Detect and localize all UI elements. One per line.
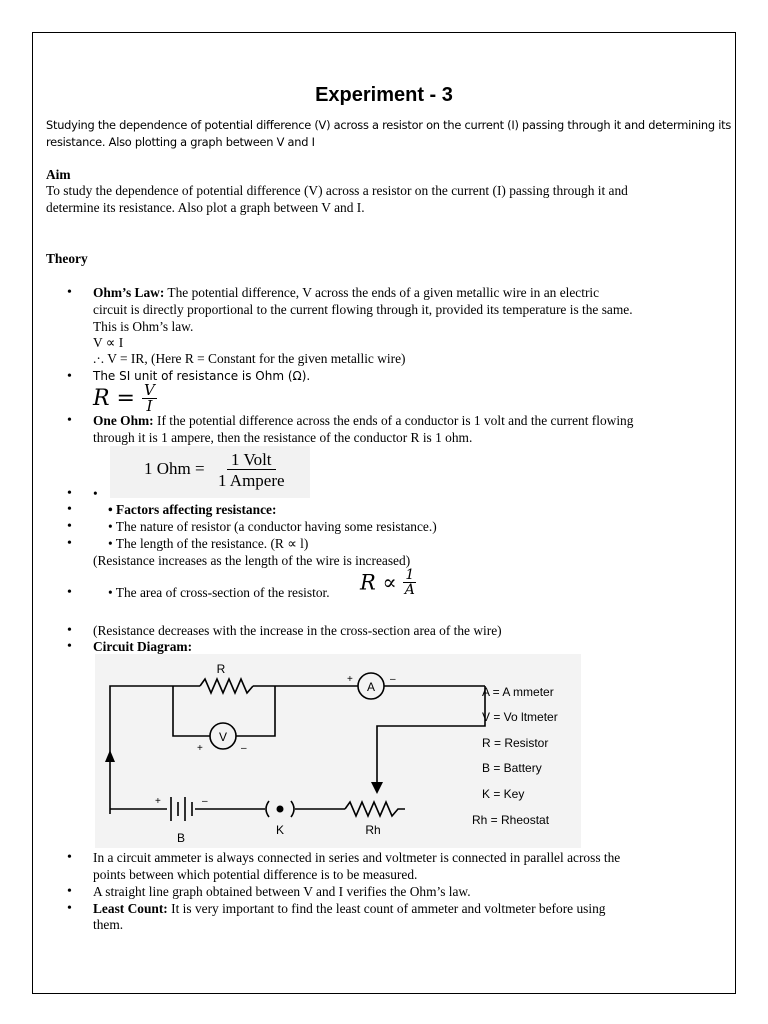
- label-r: R: [216, 662, 226, 676]
- formula-r-equals-v-over-i: [93, 383, 157, 414]
- ohms-law-line-3: This is Ohm’s law.: [93, 319, 194, 334]
- factor-area: • The area of cross-section of the resistor.: [108, 585, 330, 600]
- battery-plus: +: [155, 796, 161, 807]
- label-b: B: [176, 831, 186, 845]
- bullet: •: [67, 369, 72, 384]
- voltmeter-plus: +: [197, 743, 203, 754]
- legend-battery: B = Battery: [482, 761, 542, 775]
- legend-resistor: R = Resistor: [482, 736, 549, 750]
- denominator: I: [146, 397, 153, 415]
- formula-r: R =: [93, 386, 135, 411]
- numerator: V: [144, 381, 155, 399]
- one-ohm-line-1: [93, 412, 633, 429]
- ohms-law-label: Ohm’s Law:: [93, 285, 165, 300]
- factor-area-note: (Resistance decreases with the increase in the cross-section area of the wire): [93, 623, 502, 638]
- aim-line-2: determine its resistance. Also plot a graph between V and I.: [46, 200, 365, 215]
- label-rh: Rh: [365, 823, 381, 837]
- factor-length: • The length of the resistance. (R ∝ l): [108, 536, 309, 551]
- bullet: •: [67, 285, 72, 300]
- voltmeter-minus: –: [241, 743, 247, 754]
- page-title: Experiment - 3: [315, 84, 453, 106]
- one-ohm-line-2: through it is 1 ampere, then the resistance of the conductor R is 1 ohm.: [93, 430, 473, 445]
- ohm-formula-image: [110, 446, 310, 498]
- ohm-formula-denominator: 1 Ampere: [218, 471, 285, 490]
- ohm-formula-lhs: 1 Ohm =: [144, 459, 205, 478]
- least-count-text: It is very important to find the least count of ammeter and voltmeter before using: [171, 901, 606, 916]
- label-k: K: [275, 823, 285, 837]
- ohms-law-line-1: [93, 284, 599, 301]
- empty-bullet: •: [93, 486, 98, 501]
- bullet: •: [67, 413, 72, 428]
- bullet: •: [67, 850, 72, 865]
- least-count-line-2: them.: [93, 917, 124, 932]
- bullet: •: [67, 519, 72, 534]
- one-ohm-text: If the potential difference across the ends of a conductor is 1 volt and the current flowing: [157, 413, 634, 428]
- graph-note: A straight line graph obtained between V and I verifies the Ohm’s law.: [93, 884, 471, 899]
- label-v: V: [218, 730, 228, 744]
- ohms-law-line-2: circuit is directly proportional to the current flowing through it, provided its temperature is the same.: [93, 302, 633, 317]
- area-fraction: [403, 568, 416, 597]
- legend-key: K = Key: [482, 787, 525, 801]
- area-formula: [360, 568, 416, 597]
- bullet: •: [67, 623, 72, 638]
- factor-nature: • The nature of resistor (a conductor having some resistance.): [108, 519, 437, 534]
- one-ohm-label: One Ohm:: [93, 413, 154, 428]
- area-formula-lhs: R ∝: [360, 570, 397, 595]
- ohms-law-equation: .·. V = IR, (Here R = Constant for the given metallic wire): [93, 351, 406, 366]
- bullet: •: [67, 536, 72, 551]
- bullet: •: [67, 884, 72, 899]
- proportionality: V ∝ I: [93, 335, 124, 350]
- bullet: •: [67, 585, 72, 600]
- ohm-formula-fraction: [218, 451, 285, 489]
- factors-heading: • Factors affecting resistance:: [108, 502, 277, 517]
- bullet: •: [67, 639, 72, 654]
- area-denominator: A: [404, 582, 415, 598]
- legend-voltmeter: V = Vo ltmeter: [482, 710, 558, 724]
- bullet: •: [67, 486, 72, 501]
- circuit-heading: Circuit Diagram:: [93, 639, 193, 654]
- factor-length-note: (Resistance increases as the length of the wire is increased): [93, 553, 411, 568]
- ohm-formula-numerator: 1 Volt: [227, 451, 275, 470]
- area-numerator: 1: [405, 567, 415, 583]
- battery-minus: –: [202, 796, 208, 807]
- ammeter-plus: +: [347, 674, 353, 685]
- least-count-label: Least Count:: [93, 901, 168, 916]
- ohms-law-text: The potential difference, V across the ends of a given metallic wire in an electric: [167, 285, 600, 300]
- legend-rheostat: Rh = Rheostat: [472, 813, 550, 827]
- legend-ammeter: A = A mmeter: [482, 685, 554, 699]
- aim-heading: Aim: [46, 167, 71, 182]
- ammeter-minus: –: [390, 674, 396, 685]
- fraction: [142, 383, 157, 414]
- bullet: •: [67, 502, 72, 517]
- label-a: A: [366, 680, 376, 694]
- series-line-1: In a circuit ammeter is always connected in series and voltmeter is connected in parallel across the: [93, 850, 621, 865]
- least-count-line-1: [93, 900, 605, 917]
- si-unit: The SI unit of resistance is Ohm (Ω).: [93, 369, 311, 383]
- aim-line-1: To study the dependence of potential difference (V) across a resistor on the current (I) passing through it and: [46, 183, 628, 198]
- theory-heading: Theory: [46, 251, 88, 266]
- bullet: •: [67, 901, 72, 916]
- circuit-diagram: [95, 654, 581, 848]
- subtitle: Studying the dependence of potential difference (V) across a resistor on the current (I) passing through it and determining its resistance. Also plotting a graph between V and I: [46, 118, 732, 149]
- key-plug: [277, 806, 284, 813]
- series-line-2: points between which potential difference is to be measured.: [93, 867, 418, 882]
